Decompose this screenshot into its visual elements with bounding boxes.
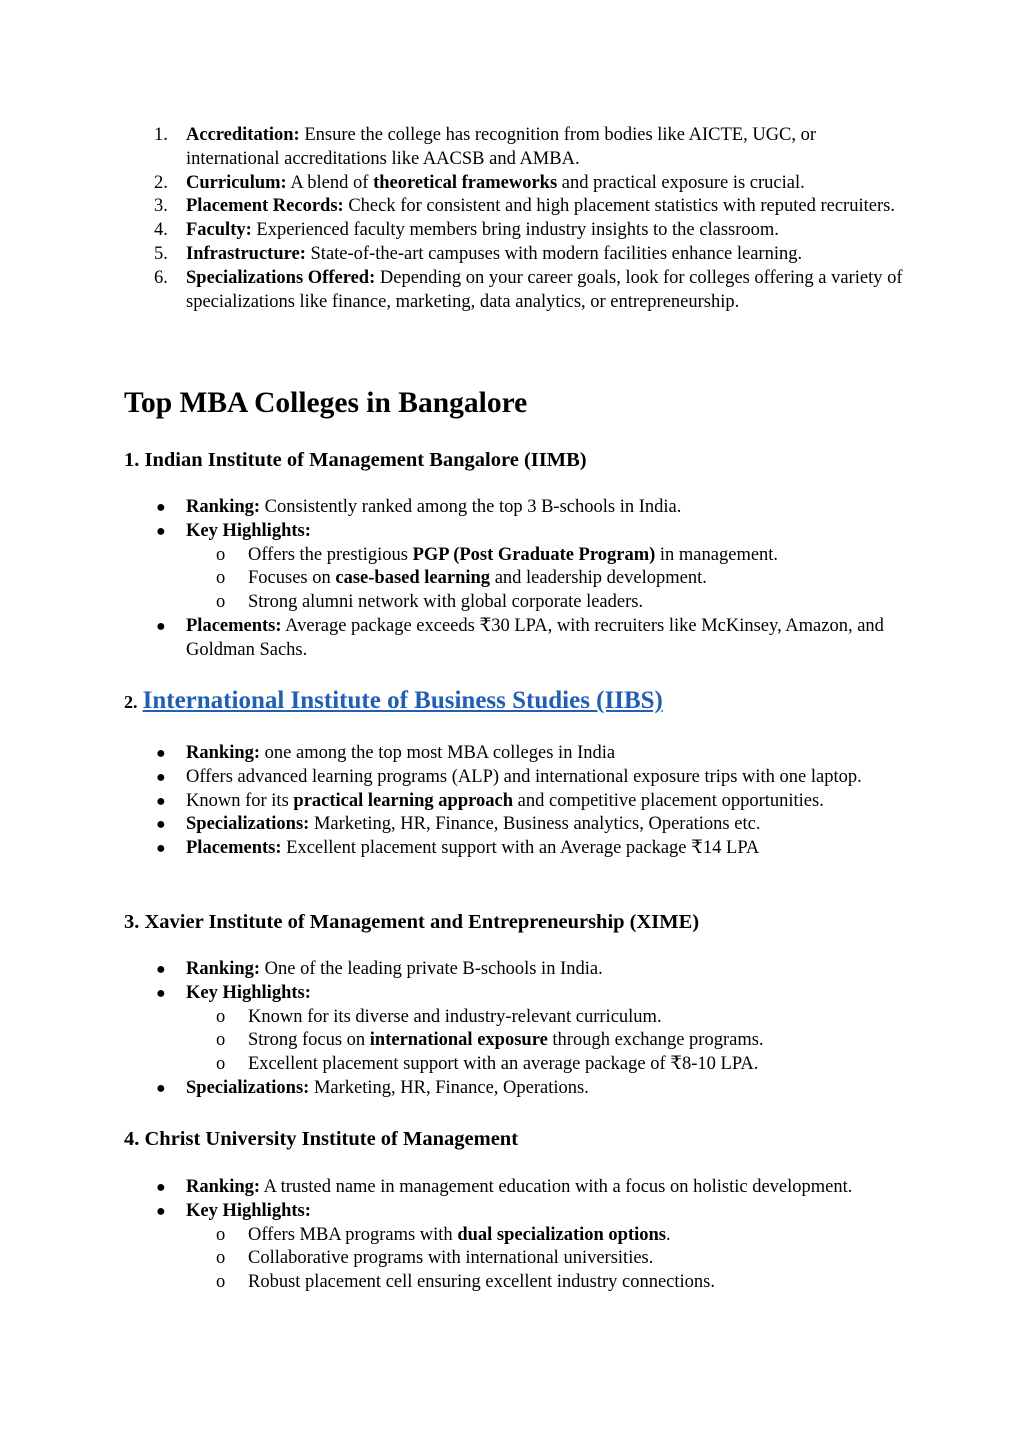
- sub-bullet-icon: o: [216, 568, 226, 589]
- item-label: Specializations Offered:: [186, 267, 376, 288]
- bullet-icon: ●: [156, 499, 166, 516]
- item-label: Ranking:: [186, 1177, 261, 1197]
- item-text: Check for consistent and high placement statistics with reputed recruiters.: [343, 196, 895, 217]
- item-label: Accreditation:: [186, 125, 300, 145]
- item-text: Offers the prestigious: [248, 544, 413, 565]
- item-text: Ensure the college has recognition from bodies like AICTE, UGC, or international accreditations like AACSB and AMBA.: [186, 125, 817, 169]
- item-text: Offers MBA programs with: [248, 1224, 458, 1245]
- list-number: 3.: [154, 196, 168, 217]
- item-text: Depending on your career goals, look for colleges offering a variety of specializations like finance, marketing, data analytics, or entrepreneurship.: [186, 267, 903, 312]
- item-label: Ranking:: [186, 959, 261, 979]
- sub-list-item: [186, 1029, 910, 1053]
- list-item: [150, 172, 910, 196]
- section-number: 2.: [124, 692, 138, 712]
- sub-bullet-icon: o: [216, 592, 226, 613]
- xime-details-list: [150, 958, 910, 1101]
- list-number: 5.: [154, 243, 168, 264]
- christ-details-list: [150, 1176, 910, 1295]
- list-item: [150, 790, 910, 814]
- item-label: Placements:: [186, 838, 282, 859]
- item-label: Ranking:: [186, 743, 261, 763]
- item-text: Robust placement cell ensuring excellent industry connections.: [248, 1272, 715, 1293]
- list-item: [150, 219, 910, 243]
- item-label: Key Highlights:: [186, 982, 311, 1003]
- section-heading-christ: 4. Christ University Institute of Management: [124, 1128, 519, 1150]
- sub-list-item: [186, 591, 910, 615]
- highlights-list: [186, 1224, 910, 1295]
- item-label: Placements:: [186, 615, 282, 636]
- item-label: Key Highlights:: [186, 520, 311, 541]
- list-item: [150, 1176, 910, 1200]
- item-text: Marketing, HR, Finance, Business analytics, Operations etc.: [309, 814, 761, 835]
- list-number: 4.: [154, 220, 168, 241]
- sub-bullet-icon: o: [216, 1030, 226, 1051]
- criteria-list: [150, 124, 910, 314]
- list-number: 2.: [154, 172, 168, 193]
- list-item: [150, 1200, 910, 1295]
- iibs-details-list: [150, 742, 910, 861]
- item-text: and leadership development.: [490, 568, 707, 589]
- item-text: Marketing, HR, Finance, Operations.: [309, 1077, 589, 1098]
- item-text: Strong focus on: [248, 1030, 370, 1051]
- item-text: one among the top most MBA colleges in India: [260, 743, 616, 763]
- bullet-icon: ●: [156, 816, 166, 834]
- item-text: Excellent placement support with an average package of ₹8-10 LPA.: [248, 1054, 759, 1075]
- item-text: One of the leading private B-schools in India.: [260, 959, 603, 979]
- list-item: [150, 267, 910, 315]
- sub-list-item: [186, 1224, 910, 1248]
- item-label: Specializations:: [186, 1077, 310, 1098]
- bullet-icon: ●: [156, 617, 166, 635]
- item-emphasis: practical learning approach: [293, 790, 514, 811]
- list-item: [150, 958, 910, 982]
- bullet-icon: ●: [156, 745, 166, 762]
- item-text: Average package exceeds ₹30 LPA, with recruiters like McKinsey, Amazon, and Goldman Sachs.: [186, 615, 884, 660]
- item-text: Experienced faculty members bring industry insights to the classroom.: [251, 220, 779, 241]
- item-label: Infrastructure:: [186, 243, 306, 264]
- section-heading-xime: 3. Xavier Institute of Management and Entrepreneurship (XIME): [124, 911, 700, 933]
- list-item: [150, 982, 910, 1077]
- bullet-icon: ●: [156, 984, 166, 1002]
- item-text: Strong alumni network with global corporate leaders.: [248, 592, 644, 613]
- sub-bullet-icon: o: [216, 1054, 226, 1075]
- sub-bullet-icon: o: [216, 1272, 226, 1293]
- bullet-icon: ●: [156, 1179, 166, 1196]
- item-text: Known for its diverse and industry-relevant curriculum.: [248, 1006, 662, 1027]
- list-item: [150, 1077, 910, 1101]
- item-label: Faculty:: [186, 220, 252, 241]
- bullet-icon: ●: [156, 522, 166, 540]
- list-item: [150, 243, 910, 267]
- item-text: A blend of: [286, 172, 374, 193]
- list-item: [150, 615, 910, 663]
- item-text: through exchange programs.: [547, 1030, 764, 1051]
- item-emphasis: international exposure: [369, 1030, 548, 1051]
- sub-list-item: [186, 1053, 910, 1077]
- sub-bullet-icon: o: [216, 1248, 226, 1269]
- item-emphasis: theoretical frameworks: [373, 172, 558, 193]
- item-text: in management.: [655, 544, 779, 565]
- item-emphasis: case-based learning: [335, 568, 491, 589]
- bullet-icon: ●: [156, 961, 166, 978]
- item-text: Collaborative programs with international universities.: [248, 1248, 654, 1269]
- item-label: Curriculum:: [186, 172, 287, 193]
- sub-bullet-icon: o: [216, 544, 226, 565]
- sub-list-item: [186, 1247, 910, 1271]
- list-item: [150, 837, 910, 861]
- item-text: Known for its: [186, 790, 294, 811]
- item-text: Consistently ranked among the top 3 B-schools in India.: [260, 497, 682, 517]
- list-item: [150, 520, 910, 615]
- item-emphasis: PGP (Post Graduate Program): [412, 544, 656, 565]
- bullet-icon: ●: [156, 1079, 166, 1097]
- bullet-icon: ●: [156, 840, 166, 858]
- bullet-icon: ●: [156, 768, 166, 786]
- item-label: Key Highlights:: [186, 1200, 311, 1221]
- section-heading-iibs: [124, 688, 663, 715]
- item-text: A trusted name in management education with a focus on holistic development.: [260, 1177, 853, 1197]
- list-item: [150, 766, 910, 790]
- list-item: [150, 813, 910, 837]
- sub-list-item: [186, 544, 910, 568]
- list-item: [150, 742, 910, 766]
- item-text: and practical exposure is crucial.: [557, 172, 805, 193]
- bullet-icon: ●: [156, 792, 166, 810]
- iimb-details-list: [150, 496, 910, 663]
- highlights-list: [186, 544, 910, 615]
- list-item: [150, 496, 910, 520]
- item-text: Excellent placement support with an Average package ₹14 LPA: [281, 838, 760, 859]
- item-emphasis: dual specialization options: [457, 1224, 666, 1245]
- sub-list-item: [186, 1006, 910, 1030]
- item-text: State-of-the-art campuses with modern facilities enhance learning.: [305, 243, 803, 264]
- list-number: 1.: [154, 125, 168, 145]
- item-label: Ranking:: [186, 497, 261, 517]
- sub-list-item: [186, 567, 910, 591]
- list-item: [150, 124, 910, 172]
- item-text: Focuses on: [248, 568, 336, 589]
- sub-list-item: [186, 1271, 910, 1295]
- bullet-icon: ●: [156, 1202, 166, 1220]
- iibs-link[interactable]: International Institute of Business Studies (IIBS): [142, 687, 663, 714]
- list-number: 6.: [154, 267, 168, 288]
- page-title: Top MBA Colleges in Bangalore: [124, 387, 528, 419]
- highlights-list: [186, 1006, 910, 1077]
- list-item: [150, 195, 910, 219]
- section-heading-iimb: 1. Indian Institute of Management Bangalore (IIMB): [124, 449, 587, 471]
- item-label: Placement Records:: [186, 196, 344, 217]
- item-text: .: [666, 1224, 671, 1245]
- item-text: Offers advanced learning programs (ALP) and international exposure trips with one laptop.: [186, 766, 862, 787]
- item-text: and competitive placement opportunities.: [513, 790, 824, 811]
- sub-bullet-icon: o: [216, 1006, 226, 1027]
- item-label: Specializations:: [186, 814, 310, 835]
- sub-bullet-icon: o: [216, 1224, 226, 1245]
